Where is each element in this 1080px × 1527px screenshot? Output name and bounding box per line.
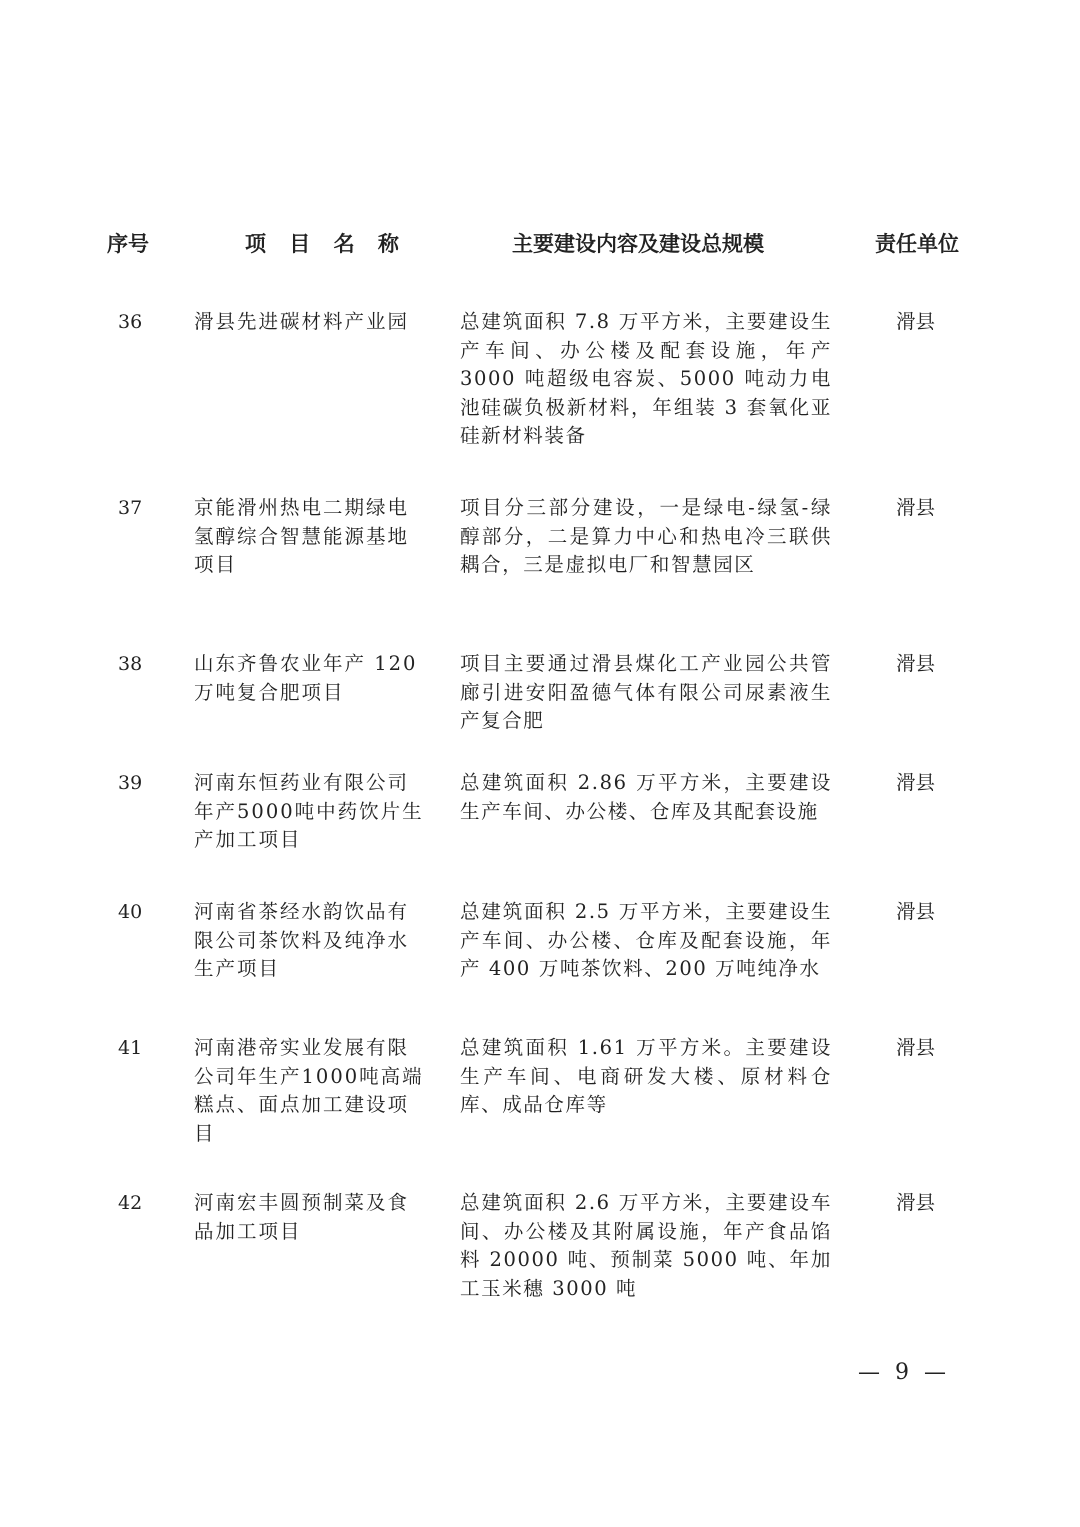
row-name: 河南东恒药业有限公司年产5000吨中药饮片生产加工项目 [194,771,424,851]
row-content: 项目主要通过滑县煤化工产业园公共管廊引进安阳盈德气体有限公司尿素液生产复合肥 [460,652,832,732]
row-unit: 滑县 [896,496,936,519]
header-unit: 责任单位 [875,232,959,256]
row-seq: 38 [118,653,143,675]
row-unit: 滑县 [896,771,936,794]
row-content: 总建筑面积 2.6 万平方米，主要建设车间、办公楼及其附属设施，年产食品馅料 20000 吨、预制菜 5000 吨、年加工玉米穗 3000 吨 [460,1191,832,1300]
row-name: 河南港帝实业发展有限公司年生产1000吨高端糕点、面点加工建设项目 [194,1036,424,1145]
row-unit: 滑县 [896,652,936,675]
page-number: — 9 — [858,1360,950,1385]
row-name: 河南省茶经水韵饮品有限公司茶饮料及纯净水生产项目 [194,900,410,980]
header-name: 项 目 名 称 [245,232,407,256]
row-name: 河南宏丰圆预制菜及食品加工项目 [194,1191,410,1243]
row-content: 总建筑面积 2.5 万平方米，主要建设生产车间、办公楼、仓库及配套设施，年产 400 万吨茶饮料、200 万吨纯净水 [460,900,832,980]
row-content: 项目分三部分建设，一是绿电-绿氢-绿醇部分，二是算力中心和热电冷三联供耦合，三是虚拟电厂和智慧园区 [460,496,832,576]
table-header [0,228,1080,260]
row-seq: 40 [118,901,143,923]
row-seq: 37 [118,497,143,519]
row-seq: 39 [118,772,143,794]
row-content: 总建筑面积 7.8 万平方米，主要建设生产车间、办公楼及配套设施，年产 3000 吨超级电容炭、5000 吨动力电池硅碳负极新材料，年组装 3 套氧化亚硅新材料装备 [460,310,832,447]
row-seq: 41 [118,1037,143,1059]
row-name: 滑县先进碳材料产业园 [194,310,410,333]
row-seq: 36 [118,311,143,333]
row-name: 京能滑州热电二期绿电氢醇综合智慧能源基地项目 [194,496,410,576]
header-content: 主要建设内容及建设总规模 [512,232,764,256]
row-content: 总建筑面积 1.61 万平方米。主要建设生产车间、电商研发大楼、原材料仓库、成品仓库等 [460,1036,832,1116]
row-name: 山东齐鲁农业年产 120 万吨复合肥项目 [194,652,418,704]
row-seq: 42 [118,1192,143,1214]
row-content: 总建筑面积 2.86 万平方米，主要建设生产车间、办公楼、仓库及其配套设施 [460,771,832,823]
row-unit: 滑县 [896,1036,936,1059]
row-unit: 滑县 [896,900,936,923]
row-unit: 滑县 [896,310,936,333]
header-seq: 序号 [107,232,149,256]
row-unit: 滑县 [896,1191,936,1214]
